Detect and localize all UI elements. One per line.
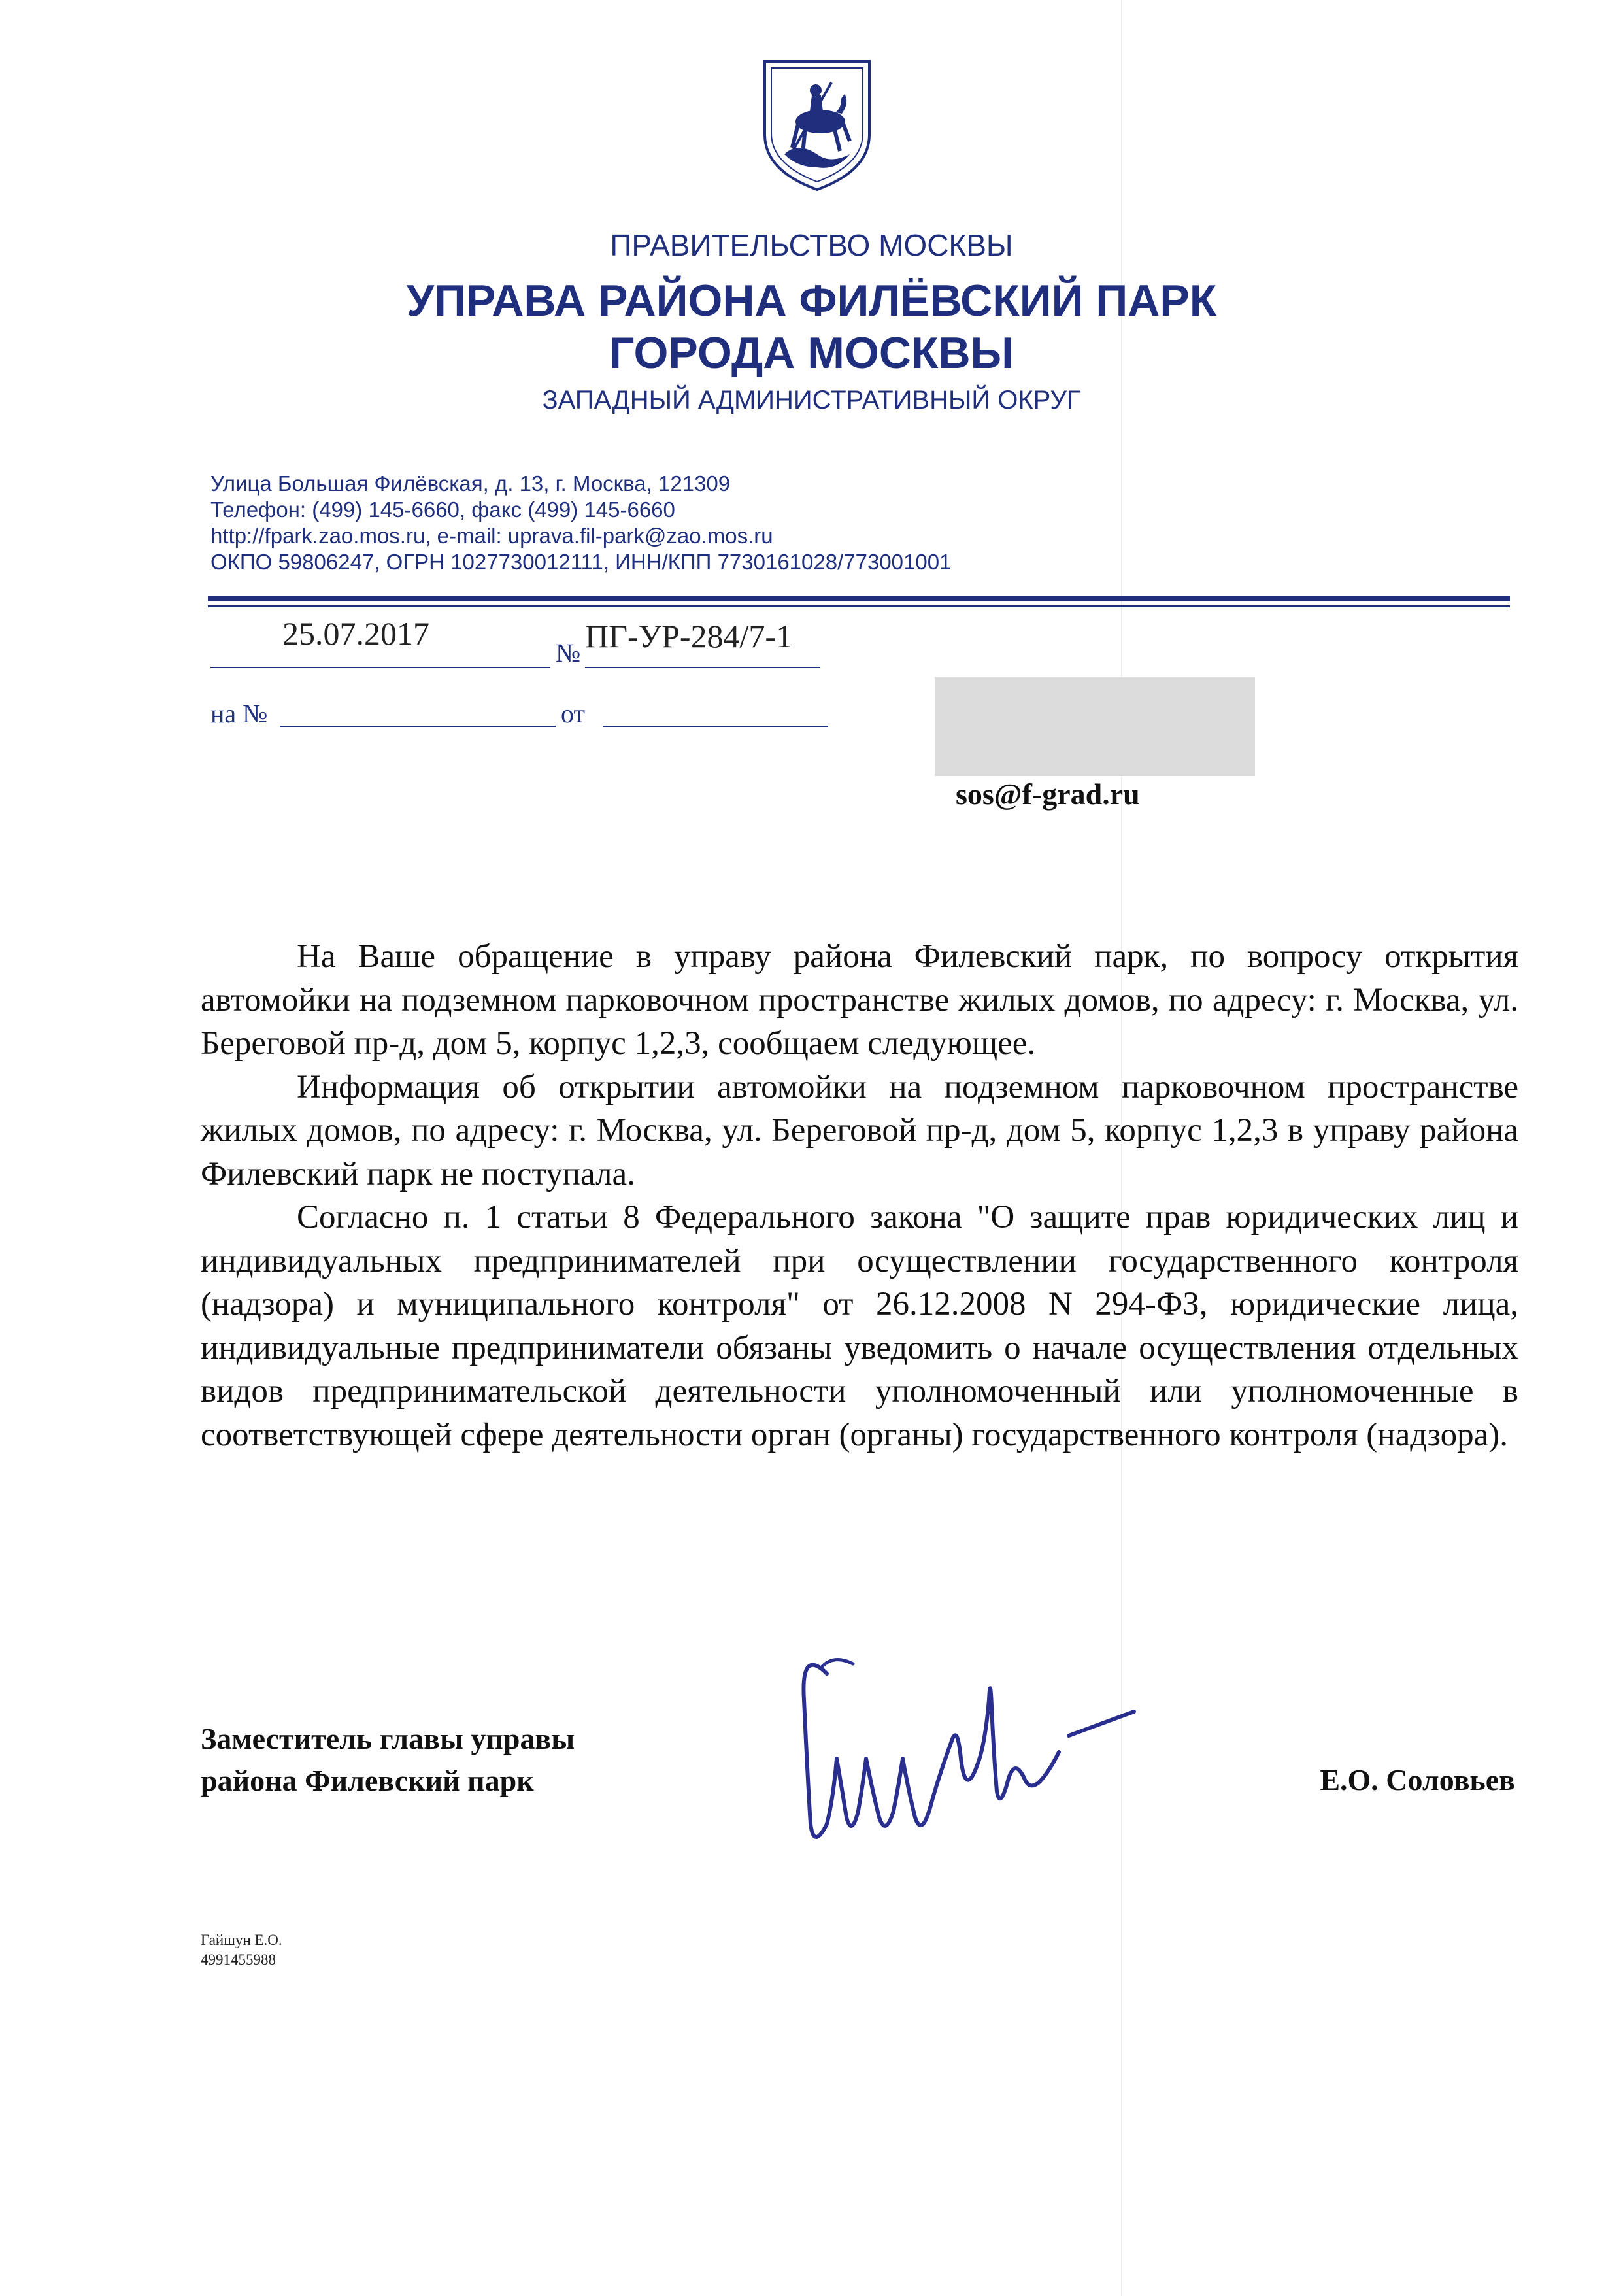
letterhead-divider <box>208 596 1510 601</box>
outgoing-number: ПГ-УР-284/7-1 <box>585 618 793 654</box>
date-underline <box>210 667 550 668</box>
body-paragraph-2: Информация об открытии автомойки на подземном парковочном пространстве жилых домов, по адресу: г. Москва, ул. Береговой пр-д, дом 5, корпус 1,2,3 в управу района Филевский парк не поступала. <box>201 1068 1518 1192</box>
contact-phone: Телефон: (499) 145-6660, факс (499) 145-6660 <box>210 498 675 522</box>
organization-title <box>0 275 1623 379</box>
contact-codes: ОКПО 59806247, ОГРН 1027730012111, ИНН/КПП 7730161028/773001001 <box>210 550 952 574</box>
organization-title-line2: ГОРОДА МОСКВЫ <box>609 328 1014 378</box>
reference-number-underline <box>280 726 556 727</box>
organization-title-line1: УПРАВА РАЙОНА ФИЛЁВСКИЙ ПАРК <box>406 276 1217 326</box>
outgoing-date: 25.07.2017 <box>282 615 429 652</box>
signer-position-line2: района Филевский парк <box>201 1764 534 1797</box>
handwritten-signature <box>781 1628 1147 1863</box>
contact-address: Улица Большая Филёвская, д. 13, г. Москва, 121309 <box>210 471 731 496</box>
number-label: № <box>556 638 581 667</box>
body-paragraph-1: На Ваше обращение в управу района Филевский парк, по вопросу открытия автомойки на подземном парковочном пространстве жилых домов, по адресу: г. Москва, ул. Береговой пр-д, дом 5, корпус 1,2,3, сообщаем следующее. <box>201 938 1518 1062</box>
government-heading: ПРАВИТЕЛЬСТВО МОСКВЫ <box>610 228 1013 262</box>
signer-name: Е.О. Соловьев <box>1320 1763 1515 1797</box>
letterhead-divider-thin <box>208 605 1510 607</box>
executor-name: Гайшун Е.О. <box>201 1932 282 1948</box>
district-heading: ЗАПАДНЫЙ АДМИНИСТРАТИВНЫЙ ОКРУГ <box>542 386 1081 414</box>
executor-phone: 4991455988 <box>201 1951 276 1968</box>
contact-web-email: http://fpark.zao.mos.ru, e-mail: uprava.fil-park@zao.mos.ru <box>210 524 773 548</box>
signer-position <box>201 1718 575 1802</box>
executor-block <box>201 1931 282 1970</box>
number-underline <box>585 667 820 668</box>
contact-block <box>210 471 951 575</box>
moscow-coat-of-arms-icon <box>758 56 876 194</box>
reference-number-label: на № <box>210 699 268 728</box>
reference-date-underline <box>603 726 828 727</box>
body-paragraph-3: Согласно п. 1 статьи 8 Федерального закона "О защите прав юридических лиц и индивидуальных предпринимателей при осуществлении государственного контроля (надзора) и муниципального контроля" от 26.12.2008 N 294-ФЗ, юридические лица, индивидуальные предприниматели обязаны уведомить о начале осуществления отдельных видов предпринимательской деятельности уполномоченный или уполномоченные в соответствующей сфере деятельности орган (органы) государственного контроля (надзора). <box>201 1199 1518 1453</box>
reference-date-label: от <box>561 699 585 728</box>
letter-body <box>201 935 1518 1457</box>
signer-position-line1: Заместитель главы управы <box>201 1722 575 1755</box>
recipient-email: sos@f-grad.ru <box>956 777 1140 811</box>
redacted-recipient <box>935 677 1255 776</box>
